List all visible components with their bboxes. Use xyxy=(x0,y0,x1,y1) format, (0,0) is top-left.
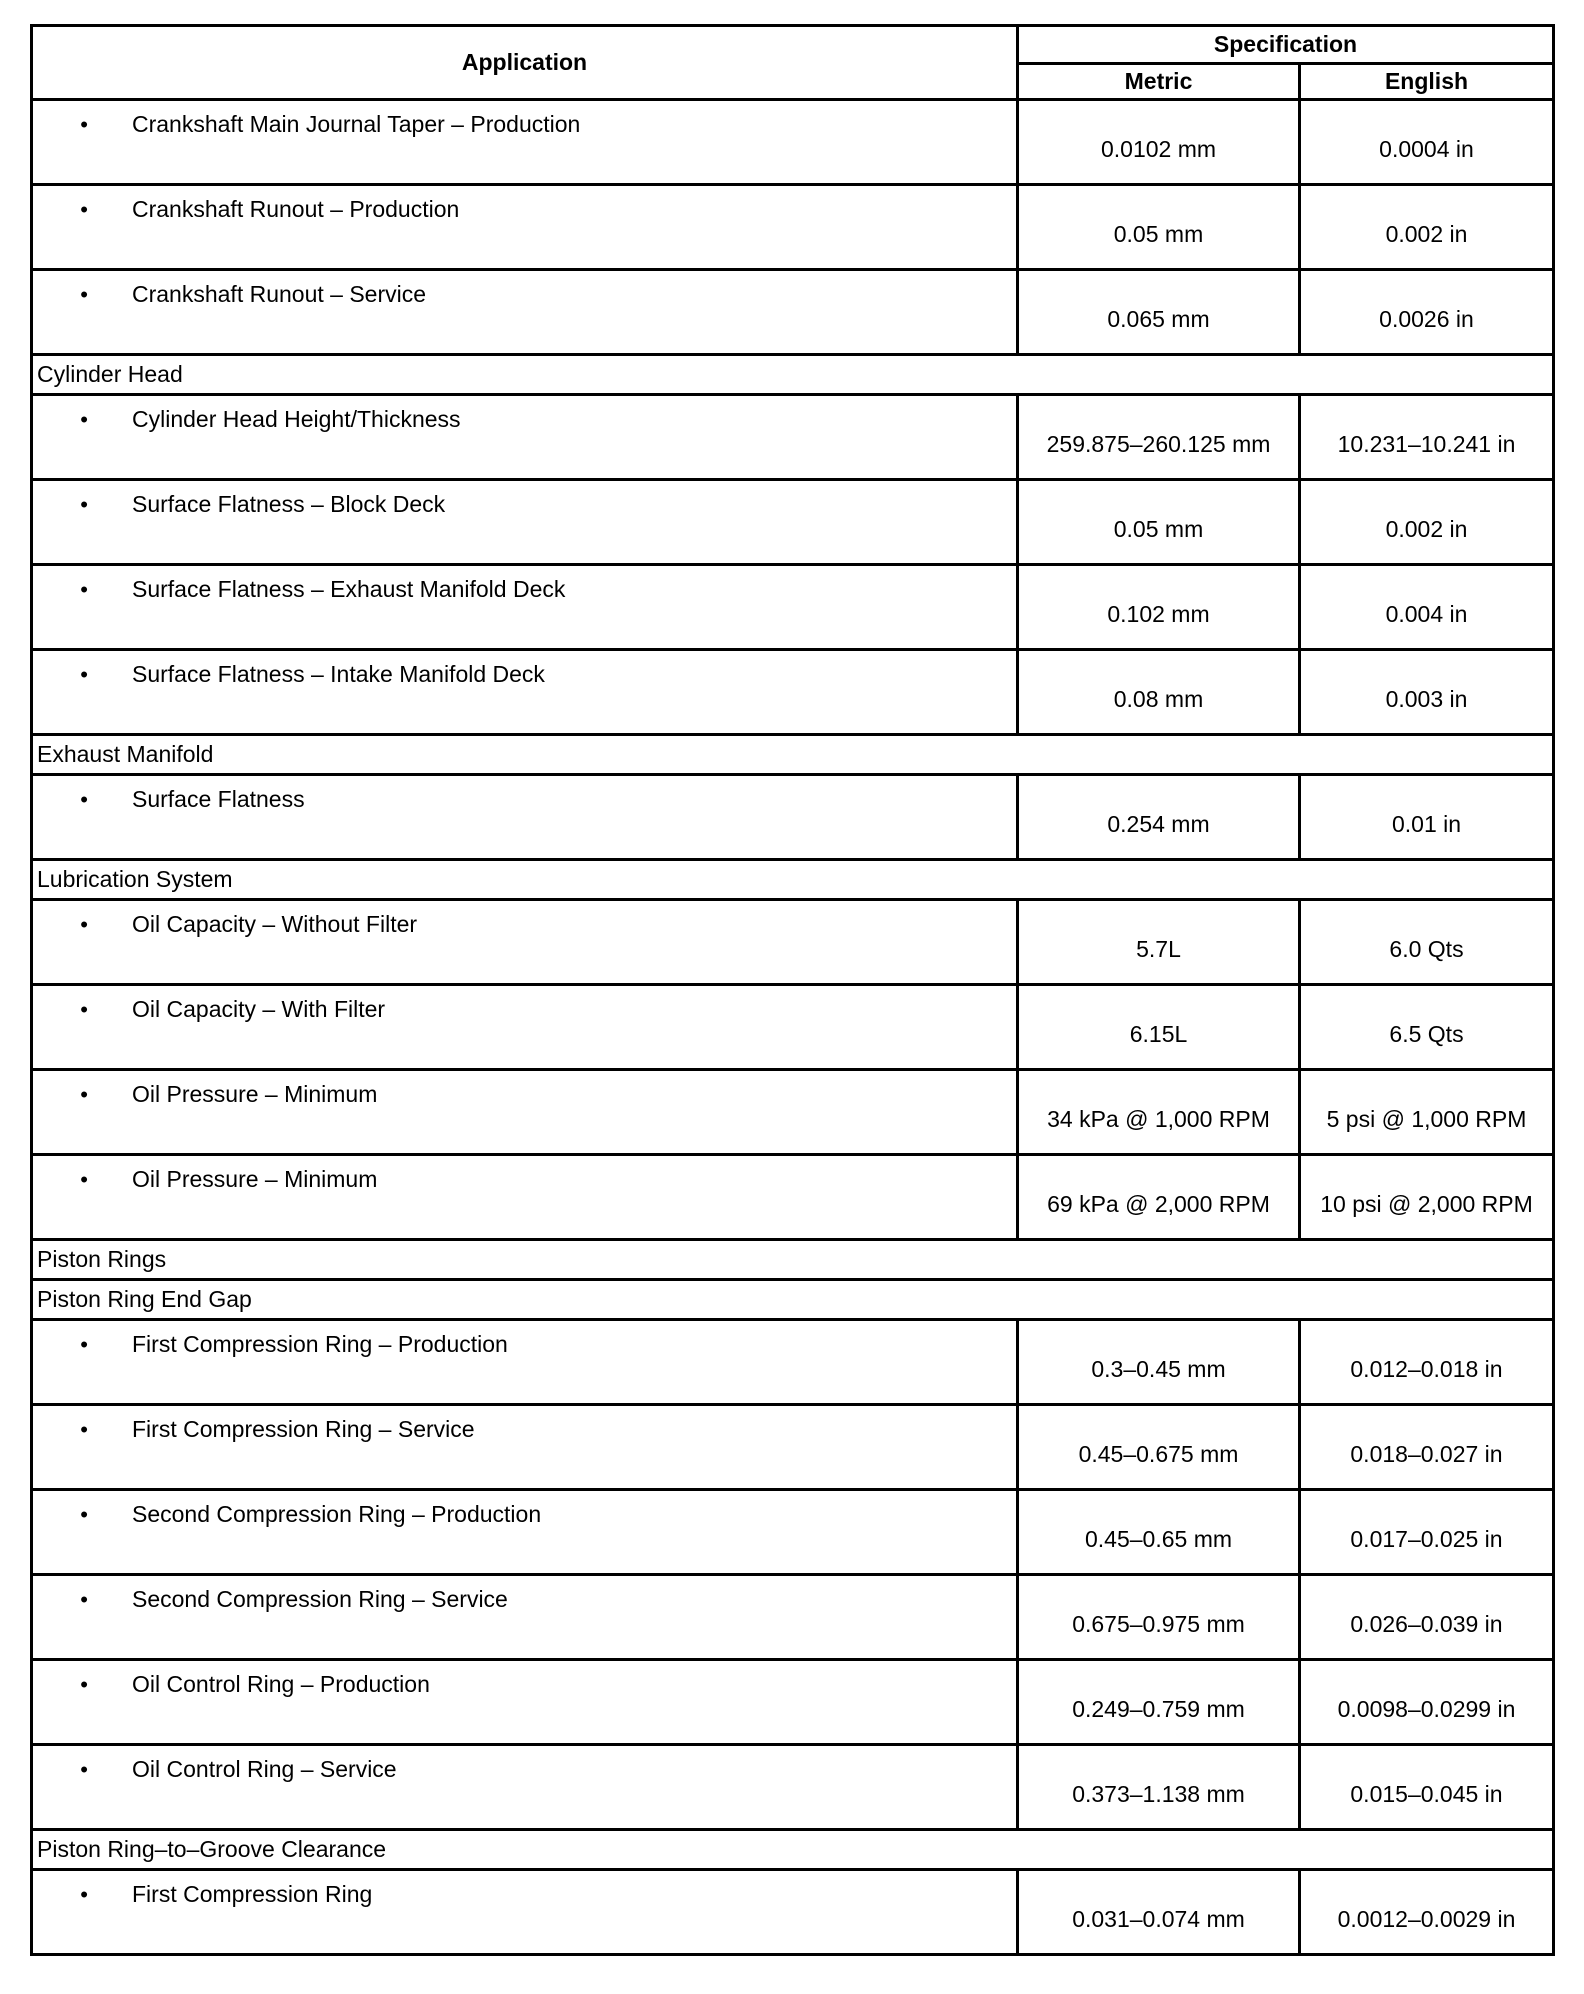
table-row xyxy=(32,270,1554,355)
metric-value: 0.249–0.759 mm xyxy=(1018,1660,1300,1745)
bullet-icon: • xyxy=(80,787,88,812)
english-value: 6.0 Qts xyxy=(1300,900,1554,985)
application-cell xyxy=(32,1155,1018,1240)
english-value: 0.01 in xyxy=(1300,775,1554,860)
english-value: 10 psi @ 2,000 RPM xyxy=(1300,1155,1554,1240)
metric-value: 0.102 mm xyxy=(1018,565,1300,650)
application-cell xyxy=(32,650,1018,735)
english-value: 0.026–0.039 in xyxy=(1300,1575,1554,1660)
bullet-icon: • xyxy=(80,197,88,222)
section-row xyxy=(32,1240,1554,1280)
english-value: 0.002 in xyxy=(1300,480,1554,565)
english-value: 0.002 in xyxy=(1300,185,1554,270)
english-value: 0.012–0.018 in xyxy=(1300,1320,1554,1405)
metric-header: Metric xyxy=(1018,64,1300,100)
table-row xyxy=(32,985,1554,1070)
application-cell xyxy=(32,1745,1018,1830)
metric-value: 34 kPa @ 1,000 RPM xyxy=(1018,1070,1300,1155)
english-value: 10.231–10.241 in xyxy=(1300,395,1554,480)
english-value: 6.5 Qts xyxy=(1300,985,1554,1070)
application-cell xyxy=(32,100,1018,185)
application-label: Second Compression Ring – Production xyxy=(132,1501,542,1527)
table-row xyxy=(32,565,1554,650)
metric-value: 0.031–0.074 mm xyxy=(1018,1870,1300,1955)
english-value: 5 psi @ 1,000 RPM xyxy=(1300,1070,1554,1155)
english-value: 0.0026 in xyxy=(1300,270,1554,355)
english-value: 0.0012–0.0029 in xyxy=(1300,1870,1554,1955)
table-row xyxy=(32,395,1554,480)
section-label: Lubrication System xyxy=(32,860,1554,900)
bullet-icon: • xyxy=(80,1332,88,1357)
bullet-icon: • xyxy=(80,1672,88,1697)
bullet-icon: • xyxy=(80,662,88,687)
application-label: First Compression Ring – Service xyxy=(132,1416,475,1442)
section-label: Piston Ring–to–Groove Clearance xyxy=(32,1830,1554,1870)
application-header: Application xyxy=(32,26,1018,100)
application-label: Oil Pressure – Minimum xyxy=(132,1081,378,1107)
section-label: Piston Ring End Gap xyxy=(32,1280,1554,1320)
application-label: Crankshaft Runout – Service xyxy=(132,281,427,307)
table-row xyxy=(32,480,1554,565)
application-cell xyxy=(32,775,1018,860)
bullet-icon: • xyxy=(80,1417,88,1442)
table-row xyxy=(32,1405,1554,1490)
section-label: Cylinder Head xyxy=(32,355,1554,395)
bullet-icon: • xyxy=(80,492,88,517)
table-body xyxy=(32,100,1554,1955)
english-value: 0.004 in xyxy=(1300,565,1554,650)
metric-value: 0.0102 mm xyxy=(1018,100,1300,185)
bullet-icon: • xyxy=(80,1082,88,1107)
specification-table xyxy=(30,24,1555,1956)
application-label: Surface Flatness – Intake Manifold Deck xyxy=(132,661,545,687)
application-label: Oil Pressure – Minimum xyxy=(132,1166,378,1192)
application-cell xyxy=(32,480,1018,565)
section-row xyxy=(32,1280,1554,1320)
application-label: First Compression Ring – Production xyxy=(132,1331,508,1357)
application-cell xyxy=(32,185,1018,270)
bullet-icon: • xyxy=(80,282,88,307)
application-label: Oil Control Ring – Production xyxy=(132,1671,430,1697)
application-label: Oil Capacity – Without Filter xyxy=(132,911,418,937)
english-value: 0.003 in xyxy=(1300,650,1554,735)
bullet-icon: • xyxy=(80,912,88,937)
table-row xyxy=(32,1660,1554,1745)
english-value: 0.015–0.045 in xyxy=(1300,1745,1554,1830)
section-row xyxy=(32,735,1554,775)
application-cell xyxy=(32,1660,1018,1745)
bullet-icon: • xyxy=(80,1882,88,1907)
section-label: Exhaust Manifold xyxy=(32,735,1554,775)
table-row xyxy=(32,1745,1554,1830)
table-row xyxy=(32,775,1554,860)
metric-value: 0.05 mm xyxy=(1018,480,1300,565)
bullet-icon: • xyxy=(80,577,88,602)
bullet-icon: • xyxy=(80,1167,88,1192)
english-value: 0.017–0.025 in xyxy=(1300,1490,1554,1575)
bullet-icon: • xyxy=(80,997,88,1022)
application-label: Crankshaft Main Journal Taper – Production xyxy=(132,111,581,137)
application-cell xyxy=(32,1870,1018,1955)
metric-value: 0.373–1.138 mm xyxy=(1018,1745,1300,1830)
bullet-icon: • xyxy=(80,1757,88,1782)
section-label: Piston Rings xyxy=(32,1240,1554,1280)
metric-value: 259.875–260.125 mm xyxy=(1018,395,1300,480)
application-cell xyxy=(32,1405,1018,1490)
table-row xyxy=(32,100,1554,185)
bullet-icon: • xyxy=(80,1587,88,1612)
application-cell xyxy=(32,1070,1018,1155)
metric-value: 0.45–0.675 mm xyxy=(1018,1405,1300,1490)
application-label: First Compression Ring xyxy=(132,1881,373,1907)
application-cell xyxy=(32,395,1018,480)
metric-value: 0.08 mm xyxy=(1018,650,1300,735)
application-cell xyxy=(32,565,1018,650)
specification-header: Specification xyxy=(1018,26,1554,64)
metric-value: 6.15L xyxy=(1018,985,1300,1070)
application-cell xyxy=(32,270,1018,355)
section-row xyxy=(32,355,1554,395)
english-value: 0.0098–0.0299 in xyxy=(1300,1660,1554,1745)
table-row xyxy=(32,1320,1554,1405)
table-row xyxy=(32,1155,1554,1240)
application-cell xyxy=(32,1575,1018,1660)
table-row xyxy=(32,650,1554,735)
application-label: Second Compression Ring – Service xyxy=(132,1586,508,1612)
table-row xyxy=(32,1490,1554,1575)
table-row xyxy=(32,1070,1554,1155)
application-cell xyxy=(32,985,1018,1070)
metric-value: 0.254 mm xyxy=(1018,775,1300,860)
metric-value: 0.05 mm xyxy=(1018,185,1300,270)
metric-value: 0.3–0.45 mm xyxy=(1018,1320,1300,1405)
metric-value: 69 kPa @ 2,000 RPM xyxy=(1018,1155,1300,1240)
metric-value: 0.675–0.975 mm xyxy=(1018,1575,1300,1660)
application-label: Surface Flatness xyxy=(132,786,305,812)
table-row xyxy=(32,185,1554,270)
metric-value: 0.45–0.65 mm xyxy=(1018,1490,1300,1575)
application-label: Crankshaft Runout – Production xyxy=(132,196,460,222)
bullet-icon: • xyxy=(80,1502,88,1527)
application-cell xyxy=(32,900,1018,985)
bullet-icon: • xyxy=(80,407,88,432)
table-row xyxy=(32,1575,1554,1660)
table-row xyxy=(32,1870,1554,1955)
table-row xyxy=(32,900,1554,985)
english-value: 0.0004 in xyxy=(1300,100,1554,185)
english-value: 0.018–0.027 in xyxy=(1300,1405,1554,1490)
section-row xyxy=(32,1830,1554,1870)
bullet-icon: • xyxy=(80,112,88,137)
application-label: Oil Capacity – With Filter xyxy=(132,996,386,1022)
application-cell xyxy=(32,1490,1018,1575)
application-label: Surface Flatness – Exhaust Manifold Deck xyxy=(132,576,566,602)
application-cell xyxy=(32,1320,1018,1405)
application-label: Oil Control Ring – Service xyxy=(132,1756,397,1782)
metric-value: 5.7L xyxy=(1018,900,1300,985)
section-row xyxy=(32,860,1554,900)
english-header: English xyxy=(1300,64,1554,100)
application-label: Cylinder Head Height/Thickness xyxy=(132,406,461,432)
metric-value: 0.065 mm xyxy=(1018,270,1300,355)
application-label: Surface Flatness – Block Deck xyxy=(132,491,446,517)
